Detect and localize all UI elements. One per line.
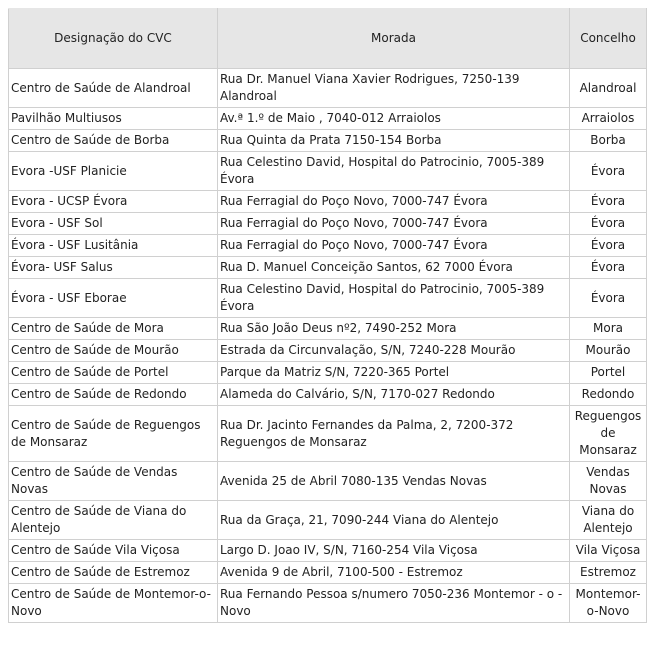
cell-designacao: Evora -USF Planicie [9, 152, 218, 191]
cell-concelho: Montemor-o-Novo [570, 584, 647, 623]
cell-designacao: Centro de Saúde de Montemor-o-Novo [9, 584, 218, 623]
cell-concelho: Viana do Alentejo [570, 501, 647, 540]
table-row [9, 69, 647, 108]
header-concelho: Concelho [570, 9, 647, 69]
cell-designacao: Pavilhão Multiusos [9, 108, 218, 130]
cvc-table [8, 8, 647, 623]
cell-designacao: Centro de Saúde de Viana do Alentejo [9, 501, 218, 540]
table-row [9, 235, 647, 257]
table-row [9, 462, 647, 501]
cvc-table-container [8, 8, 646, 623]
cell-morada: Avenida 25 de Abril 7080-135 Vendas Novas [218, 462, 570, 501]
cell-concelho: Vendas Novas [570, 462, 647, 501]
table-row [9, 130, 647, 152]
table-row [9, 362, 647, 384]
table-row [9, 108, 647, 130]
cell-designacao: Évora - USF Lusitânia [9, 235, 218, 257]
cell-concelho: Évora [570, 257, 647, 279]
cell-concelho: Redondo [570, 384, 647, 406]
cell-designacao: Centro de Saúde de Borba [9, 130, 218, 152]
cell-morada: Rua Ferragial do Poço Novo, 7000-747 Évora [218, 235, 570, 257]
cell-concelho: Évora [570, 279, 647, 318]
cell-concelho: Évora [570, 235, 647, 257]
table-row [9, 340, 647, 362]
cell-morada: Parque da Matriz S/N, 7220-365 Portel [218, 362, 570, 384]
cell-morada: Rua Celestino David, Hospital do Patrocinio, 7005-389 Évora [218, 279, 570, 318]
table-row [9, 257, 647, 279]
cell-morada: Rua da Graça, 21, 7090-244 Viana do Alentejo [218, 501, 570, 540]
cell-concelho: Reguengos de Monsaraz [570, 406, 647, 462]
table-body [9, 69, 647, 623]
table-row [9, 318, 647, 340]
cell-designacao: Centro de Saúde de Redondo [9, 384, 218, 406]
cell-morada: Rua São João Deus nº2, 7490-252 Mora [218, 318, 570, 340]
cell-designacao: Centro de Saúde Vila Viçosa [9, 540, 218, 562]
cell-morada: Rua D. Manuel Conceição Santos, 62 7000 Évora [218, 257, 570, 279]
cell-morada: Rua Celestino David, Hospital do Patrocinio, 7005-389 Évora [218, 152, 570, 191]
table-row [9, 540, 647, 562]
cell-designacao: Evora - USF Sol [9, 213, 218, 235]
cell-designacao: Évora- USF Salus [9, 257, 218, 279]
table-row [9, 406, 647, 462]
cell-concelho: Évora [570, 152, 647, 191]
cell-concelho: Vila Viçosa [570, 540, 647, 562]
header-morada: Morada [218, 9, 570, 69]
cell-morada: Rua Dr. Manuel Viana Xavier Rodrigues, 7250-139 Alandroal [218, 69, 570, 108]
header-designacao: Designação do CVC [9, 9, 218, 69]
cell-designacao: Evora - UCSP Évora [9, 191, 218, 213]
cell-designacao: Évora - USF Eborae [9, 279, 218, 318]
cell-designacao: Centro de Saúde de Vendas Novas [9, 462, 218, 501]
cell-morada: Avenida 9 de Abril, 7100-500 - Estremoz [218, 562, 570, 584]
header-row [9, 9, 647, 69]
cell-morada: Rua Dr. Jacinto Fernandes da Palma, 2, 7200-372 Reguengos de Monsaraz [218, 406, 570, 462]
cell-designacao: Centro de Saúde de Mora [9, 318, 218, 340]
cell-concelho: Borba [570, 130, 647, 152]
cell-concelho: Évora [570, 213, 647, 235]
cell-concelho: Portel [570, 362, 647, 384]
cell-morada: Largo D. Joao IV, S/N, 7160-254 Vila Viçosa [218, 540, 570, 562]
cell-designacao: Centro de Saúde de Alandroal [9, 69, 218, 108]
cell-concelho: Alandroal [570, 69, 647, 108]
cell-morada: Estrada da Circunvalação, S/N, 7240-228 Mourão [218, 340, 570, 362]
cell-concelho: Évora [570, 191, 647, 213]
cell-designacao: Centro de Saúde de Estremoz [9, 562, 218, 584]
cell-designacao: Centro de Saúde de Portel [9, 362, 218, 384]
cell-designacao: Centro de Saúde de Mourão [9, 340, 218, 362]
cell-designacao: Centro de Saúde de Reguengos de Monsaraz [9, 406, 218, 462]
table-row [9, 384, 647, 406]
cell-morada: Av.ª 1.º de Maio , 7040-012 Arraiolos [218, 108, 570, 130]
cell-morada: Rua Fernando Pessoa s/numero 7050-236 Montemor - o - Novo [218, 584, 570, 623]
cell-morada: Rua Ferragial do Poço Novo, 7000-747 Évora [218, 191, 570, 213]
cell-morada: Rua Ferragial do Poço Novo, 7000-747 Évora [218, 213, 570, 235]
cell-concelho: Arraiolos [570, 108, 647, 130]
cell-concelho: Mora [570, 318, 647, 340]
cell-morada: Alameda do Calvário, S/N, 7170-027 Redondo [218, 384, 570, 406]
table-row [9, 501, 647, 540]
table-row [9, 152, 647, 191]
cell-concelho: Mourão [570, 340, 647, 362]
table-header [9, 9, 647, 69]
table-row [9, 279, 647, 318]
table-row [9, 584, 647, 623]
table-row [9, 213, 647, 235]
cell-concelho: Estremoz [570, 562, 647, 584]
table-row [9, 562, 647, 584]
cell-morada: Rua Quinta da Prata 7150-154 Borba [218, 130, 570, 152]
table-row [9, 191, 647, 213]
